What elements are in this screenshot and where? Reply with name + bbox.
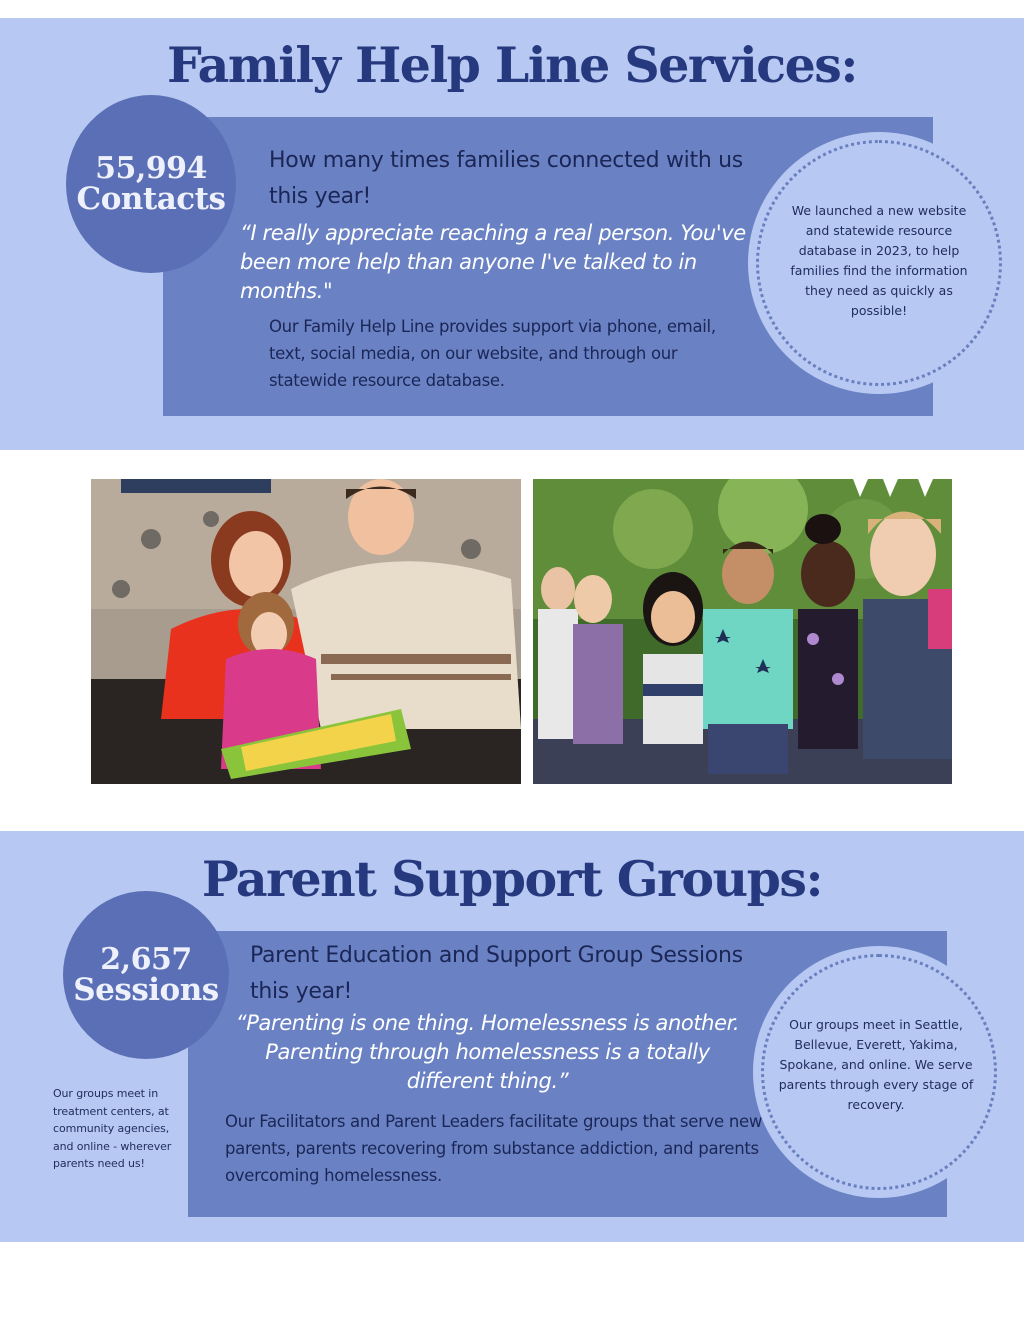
stat-number: 2,657 (100, 941, 192, 977)
parent-support-groups-section (0, 831, 1024, 1242)
family-help-line-section (0, 18, 1024, 450)
meeting-places-note: Our groups meet in treatment centers, at community agencies, and online - wherever parents need us! (53, 1087, 172, 1170)
locations-callout: Our groups meet in Seattle, Bellevue, Everett, Yakima, Spokane, and online. We serve parents through every stage of recovery. (778, 1017, 974, 1112)
family-photo-image (91, 479, 521, 784)
testimonial-quote: “Parenting is one thing. Homelessness is another. Parenting through homelessness is a totally different thing.” (235, 1011, 740, 1093)
stat-number: 55,994 (95, 150, 207, 186)
description: Our Facilitators and Parent Leaders facilitate groups that serve new parents, parents recovering from substance addiction, and parents overcoming homelessness. (225, 1112, 763, 1185)
family-reading-photo (91, 479, 521, 784)
description: Our Family Help Line provides support via phone, email, text, social media, on our website, and through our statewide resource database. (269, 317, 716, 390)
section-title: Family Help Line Services: (167, 36, 857, 94)
children-photo-image (533, 479, 952, 784)
section-title: Parent Support Groups: (201, 850, 823, 908)
testimonial-quote: “I really appreciate reaching a real person. You've been more help than anyone I've talked to in months." (240, 221, 746, 303)
stat-unit: Sessions (73, 971, 219, 1008)
sessions-stat-badge (63, 891, 229, 1059)
stat-unit: Contacts (76, 180, 226, 217)
contacts-stat-badge (66, 95, 236, 273)
children-group-photo (533, 479, 952, 784)
website-callout: We launched a new website and statewide resource database in 2023, to help families find the information they need as quickly as possible! (790, 203, 968, 318)
headline: How many times families connected with us this year! (269, 148, 743, 209)
headline: Parent Education and Support Group Sessions this year! (250, 943, 743, 1004)
